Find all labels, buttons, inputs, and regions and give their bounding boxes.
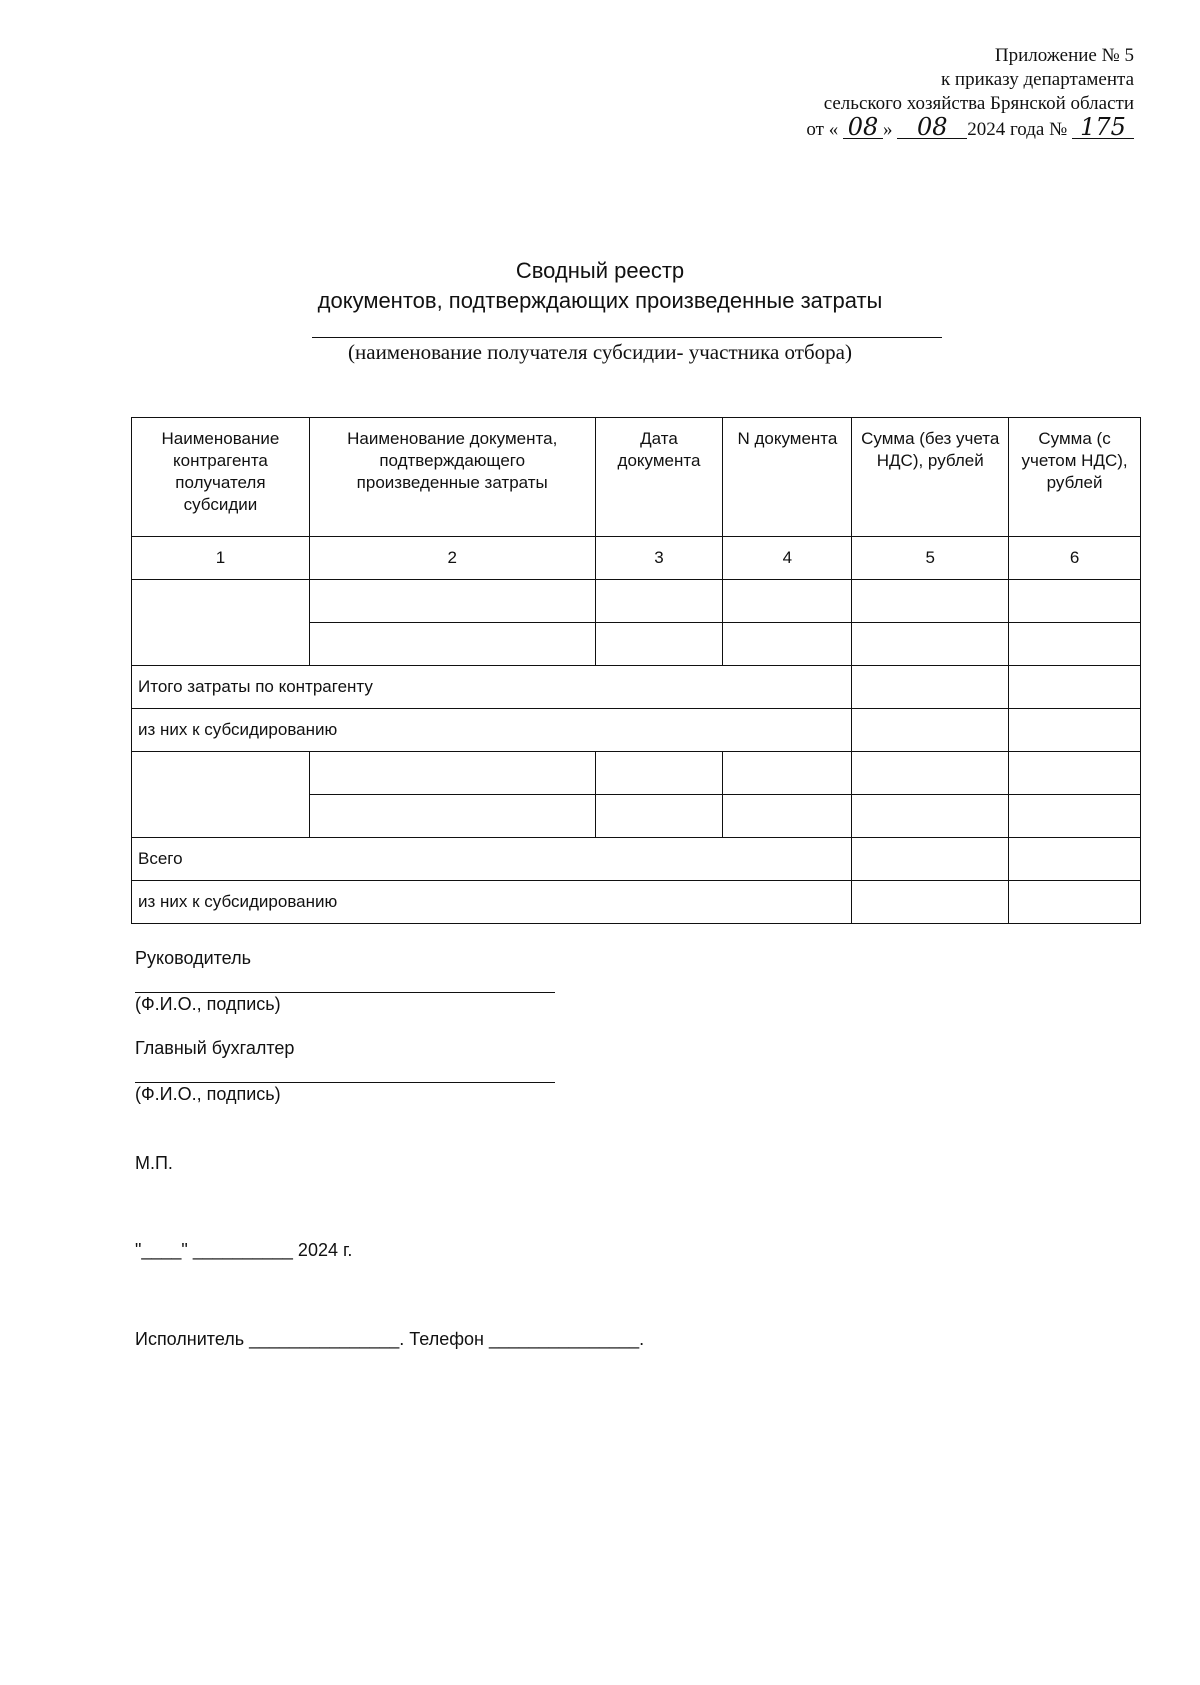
table-cell (1009, 666, 1141, 709)
table-cell (1009, 838, 1141, 881)
appendix-number: Приложение № 5 (994, 45, 1134, 66)
recipient-name-line (312, 337, 942, 338)
table-cell (852, 838, 1009, 881)
column-number: 1 (132, 537, 310, 580)
table-cell (723, 752, 852, 795)
table-row (132, 752, 1141, 795)
column-number: 4 (723, 537, 852, 580)
table-cell (1009, 709, 1141, 752)
table-cell (595, 795, 723, 838)
column-number: 3 (595, 537, 723, 580)
executor-phone-line: Исполнитель _______________. Телефон _______________. (135, 1329, 645, 1349)
table-cell (1009, 795, 1141, 838)
column-number-row (132, 537, 1141, 580)
column-header-sum-with-vat: Сумма (с учетом НДС), рублей (1009, 418, 1141, 537)
accountant-label: Главный бухгалтер (135, 1038, 295, 1058)
column-header-document-name: Наименование документа, подтверждающего произведенные затраты (309, 418, 595, 537)
head-label: Руководитель (135, 948, 251, 968)
registry-table (131, 417, 1141, 924)
table-header-row (132, 418, 1141, 537)
column-number: 2 (309, 537, 595, 580)
table-cell (1009, 580, 1141, 623)
grand-total-label: Всего (132, 838, 852, 881)
table-row (132, 580, 1141, 623)
table-cell (595, 752, 723, 795)
accountant-signature-line (135, 1082, 555, 1083)
table-cell (723, 795, 852, 838)
table-cell (852, 623, 1009, 666)
table-cell (1009, 881, 1141, 924)
contractor-cell (132, 580, 310, 666)
table-cell (852, 709, 1009, 752)
head-signature-line (135, 992, 555, 993)
contractor-cell (132, 752, 310, 838)
table-cell (1009, 623, 1141, 666)
contractor-subsidy-label: из них к субсидированию (132, 709, 852, 752)
grand-total-row (132, 838, 1141, 881)
date-line: "____" __________ 2024 г. (135, 1240, 353, 1260)
contractor-total-row (132, 666, 1141, 709)
title-line-2: документов, подтверждающих произведенные затраты (317, 288, 883, 313)
table-cell (309, 752, 595, 795)
handwritten-order-number: 175 (1072, 116, 1134, 139)
table-cell (852, 795, 1009, 838)
table-cell (595, 623, 723, 666)
table-cell (852, 666, 1009, 709)
table-cell (852, 580, 1009, 623)
table-cell (723, 623, 852, 666)
table-cell (852, 752, 1009, 795)
seal-label: М.П. (135, 1153, 173, 1173)
order-date-line: от « 08 » 08 2024 года № 175 (806, 116, 1134, 142)
column-number: 6 (1009, 537, 1141, 580)
column-header-contractor: Наименование контрагента получателя субсидии (132, 418, 310, 537)
recipient-name-hint: (наименование получателя субсидии- участника отбора) (348, 340, 852, 364)
grand-subsidy-row (132, 881, 1141, 924)
handwritten-day: 08 (843, 116, 883, 139)
column-header-document-date: Дата документа (595, 418, 723, 537)
handwritten-month: 08 (897, 116, 967, 139)
column-number: 5 (852, 537, 1009, 580)
table-cell (309, 580, 595, 623)
accountant-signature-hint: (Ф.И.О., подпись) (135, 1084, 281, 1104)
column-header-sum-without-vat: Сумма (без учета НДС), рублей (852, 418, 1009, 537)
contractor-total-label: Итого затраты по контрагенту (132, 666, 852, 709)
table-cell (723, 580, 852, 623)
column-header-document-number: N документа (723, 418, 852, 537)
document-title (0, 256, 1200, 316)
head-signature-hint: (Ф.И.О., подпись) (135, 994, 281, 1014)
grand-subsidy-label: из них к субсидированию (132, 881, 852, 924)
table-cell (1009, 752, 1141, 795)
table-cell (309, 795, 595, 838)
department-name: сельского хозяйства Брянской области (823, 93, 1134, 114)
year-text: 2024 года № (967, 119, 1068, 140)
table-cell (309, 623, 595, 666)
table-cell (852, 881, 1009, 924)
order-reference: к приказу департамента (940, 69, 1134, 90)
title-line-1: Сводный реестр (515, 258, 685, 283)
contractor-subsidy-row (132, 709, 1141, 752)
table-cell (595, 580, 723, 623)
appendix-header (806, 44, 1134, 142)
